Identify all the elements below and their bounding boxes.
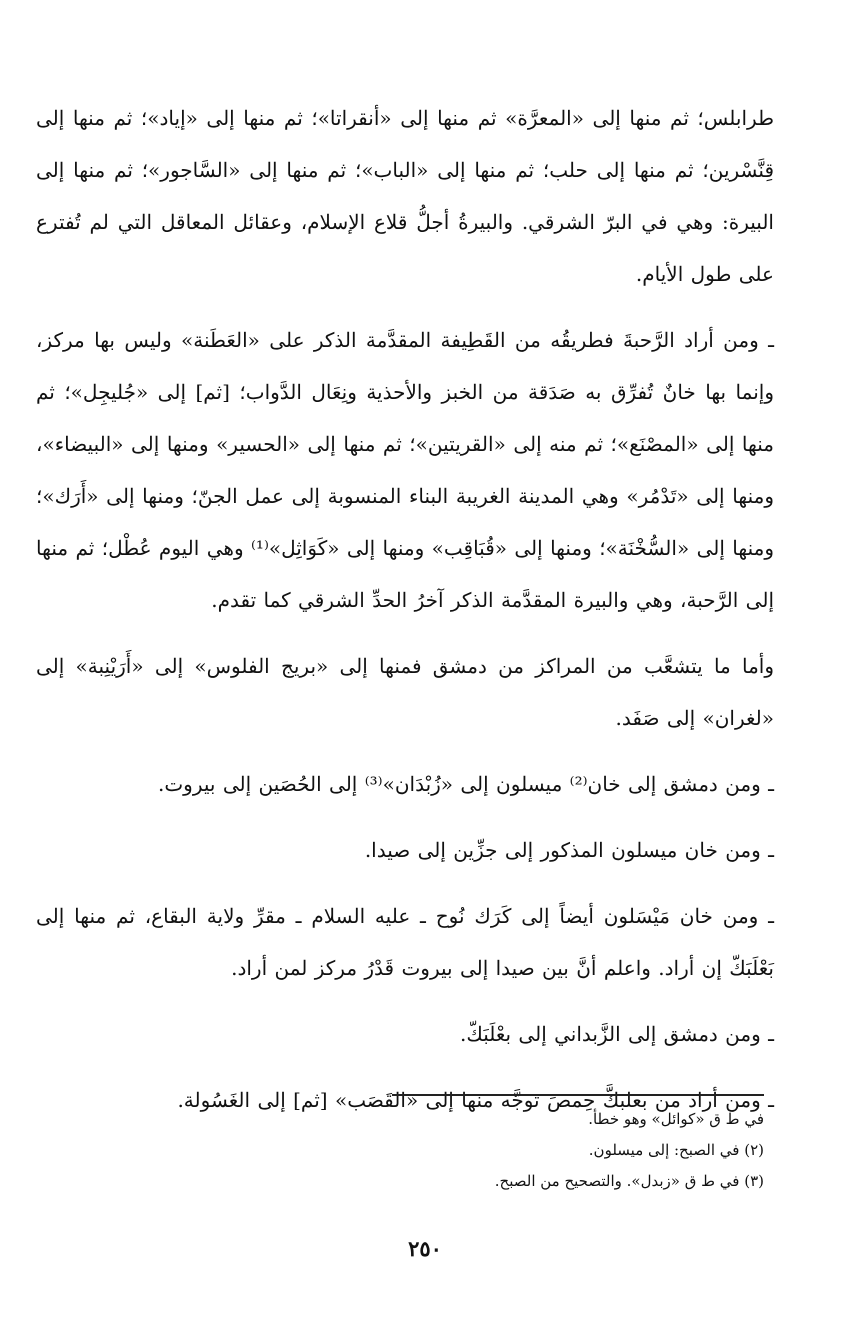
paragraph-zabadani-baalbek: ـ ومن دمشق إلى الزَّبداني إلى بعْلَبَكّ. [459,1022,774,1046]
footnote-1: في ط ق «كوائل» وهو خطأ. [588,1110,764,1128]
footnotes [360,1104,764,1197]
paragraph-maysalun-beirut: ـ ومن دمشق إلى خان⁽²⁾ ميسلون إلى «زُبْدَان»⁽³⁾ إلى الحُصَين إلى بيروت. [158,772,774,796]
paragraph-tripoli-route: طرابلس؛ ثم منها إلى «المعرَّة» ثم منها إلى «أنقراتا»؛ ثم منها إلى «إياد»؛ ثم منها إلى قِنَّسْرين؛ ثم منها إلى حلب؛ ثم منها إلى «الباب»؛ ثم منها إلى «السَّاجور»؛ ثم منها إلى البيرة: وهي في البرّ الشرقي. والبيرةُ أجلُّ قلاع الإسلام، وعقائل المعاقل التي لم تُفترع على طول الأيام. [36,106,774,286]
footnote-divider [392,1094,764,1096]
page-number: ٢٥٠ [408,1236,442,1261]
main-text [36,92,774,1140]
paragraph-karak-nuh: ـ ومن خان مَيْسَلون أيضاً إلى كَرَك نُوح ـ عليه السلام ـ مقرِّ ولاية البقاع، ثم منها إلى بَعْلَبَكّ إن أراد. واعلم أنَّ بين صيدا إلى بيروت قَدْرُ مركز لمن أراد. [36,904,774,980]
paragraph-damascus-branches: وأما ما يتشعَّب من المراكز من دمشق فمنها إلى «بريج الفلوس» إلى «أَرَيْنِبة» إلى «لغران» إلى صَفَد. [36,654,774,730]
footnote-3: (٣) في ط ق «زبدل». والتصحيح من الصبح. [494,1172,764,1190]
paragraph-maysalun-saida: ـ ومن خان ميسلون المذكور إلى جزِّين إلى صيدا. [364,838,774,862]
paragraph-baalbek-homs: ـ ومن أراد من بعلبكَّ حِمصَ توجَّه منها إلى «القَصَب» [ثم] إلى الغَسُولة. [177,1088,774,1112]
paragraph-rahba-route: ـ ومن أراد الرَّحبةَ فطريقُه من القَطِيفة المقدَّمة الذكر على «العَطَنة» وليس بها مركز، وإنما بها خانٌ تُفرِّق به صَدَقة من الخبز والأحذية ونِعَال الدَّواب؛ [ثم] إلى «جُليجِل»؛ ثم منها إلى «المصْنَع»؛ ثم منه إلى «القريتين»؛ ثم منها إلى «الحسير» ومنها إلى «البيضاء»، ومنها إلى «تَدْمُر» وهي المدينة الغريبة البناء المنسوبة إلى عمل الجنّ؛ ومنها إلى «أَرَك»؛ ومنها إلى «السُّخْنَة»؛ ومنها إلى «قُبَاقِب» ومنها إلى «كَوَاثِل»⁽¹⁾ وهي اليوم عُطْل؛ ثم منها إلى الرَّحبة، وهي والبيرة المقدَّمة الذكر آخرُ الحدِّ الشرقي كما تقدم. [36,328,774,612]
footnote-2: (٢) في الصبح: إلى ميسلون. [588,1141,764,1159]
